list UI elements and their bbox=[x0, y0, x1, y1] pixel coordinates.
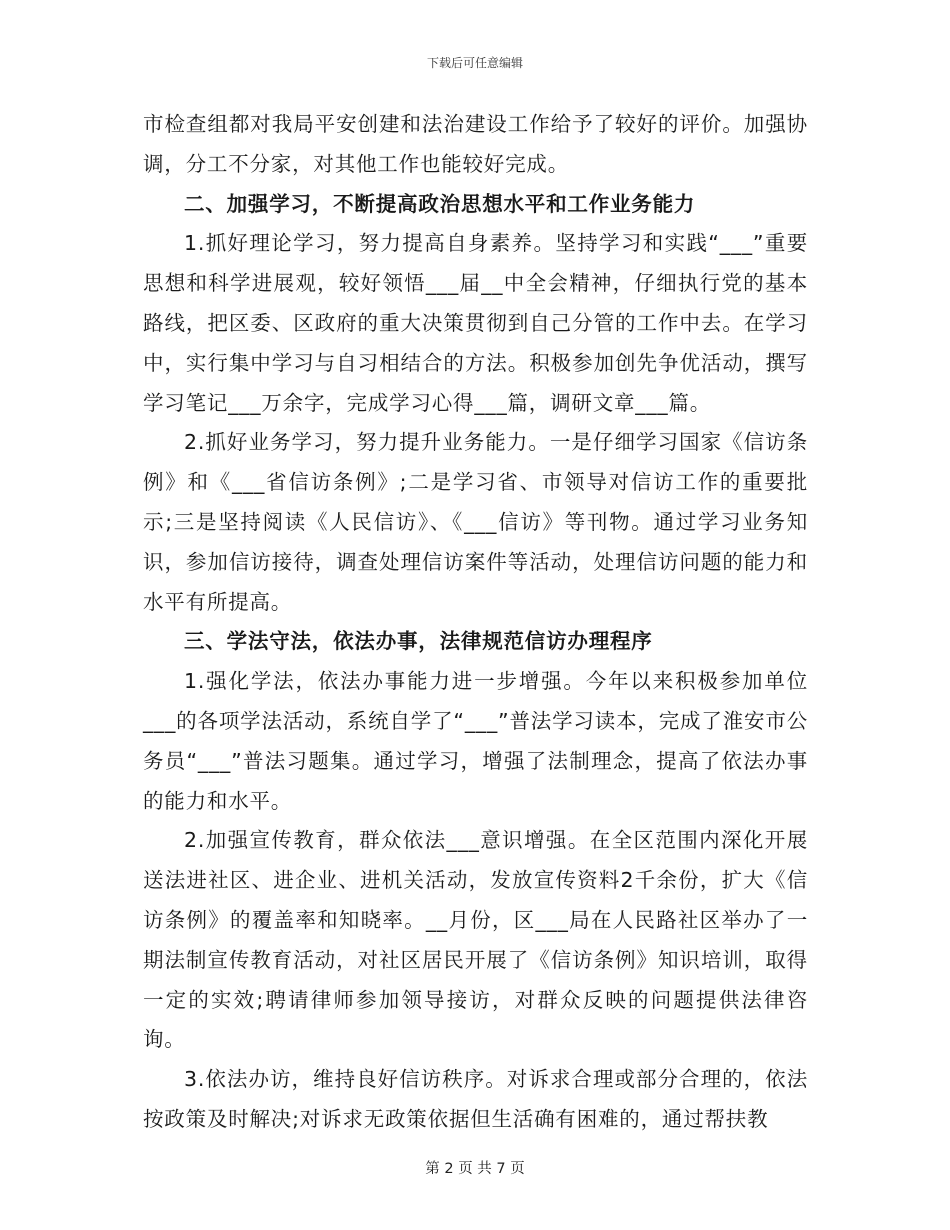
paragraph-lawful-petition: 3.依法办访，维持良好信访秩序。对诉求合理或部分合理的，依法按政策及时解决;对诉求无政策依据但生活确有困难的，通过帮扶教 bbox=[143, 1067, 808, 1131]
paragraph-theory-study: 1.抓好理论学习，努力提高自身素养。坚持学习和实践“___”重要思想和科学进展观，较好领悟___届__中全会精神，仔细执行党的基本路线，把区委、区政府的重大决策贯彻到自己分管的工作中去。在学习中，实行集中学习与自习相结合的方法。积极参加创先争优活动，撰写学习笔记___万余字，完成学习心得___篇，调研文章___篇。 bbox=[143, 231, 808, 415]
page-number: 第 2 页 共 7 页 bbox=[425, 1161, 525, 1177]
page-header: 下载后可任意编辑 bbox=[426, 56, 523, 70]
section-heading-3: 三、学法守法，依法办事，法律规范信访办理程序 bbox=[184, 629, 653, 654]
section-heading-2: 二、加强学习，不断提高政治思想水平和工作业务能力 bbox=[184, 191, 696, 216]
paragraph-business-study: 2.抓好业务学习，努力提升业务能力。一是仔细学习国家《信访条例》和《___省信访条例》;二是学习省、市领导对信访工作的重要批示;三是坚持阅读《人民信访》、《___信访》等刊物。通过学习业务知识，参加信访接待，调查处理信访案件等活动，处理信访问题的能力和水平有所提高。 bbox=[143, 430, 808, 614]
paragraph-publicity-education: 2.加强宣传教育，群众依法___意识增强。在全区范围内深化开展送法进社区、进企业、进机关活动，发放宣传资料2千余份，扩大《信访条例》的覆盖率和知晓率。__月份，区___局在人民路社区举办了一期法制宣传教育活动，对社区居民开展了《信访条例》知识培训，取得一定的实效;聘请律师参加领导接访，对群众反映的问题提供法律咨询。 bbox=[143, 828, 808, 1052]
document-body bbox=[143, 105, 808, 1140]
paragraph-law-study: 1.强化学法，依法办事能力进一步增强。今年以来积极参加单位___的各项学法活动，系统自学了“___”普法学习读本，完成了淮安市公务员“___”普法习题集。通过学习，增强了法制理念，提高了依法办事的能力和水平。 bbox=[143, 669, 808, 813]
paragraph-continuation: 市检查组都对我局平安创建和法治建设工作给予了较好的评价。加强协调，分工不分家，对其他工作也能较好完成。 bbox=[143, 112, 808, 176]
